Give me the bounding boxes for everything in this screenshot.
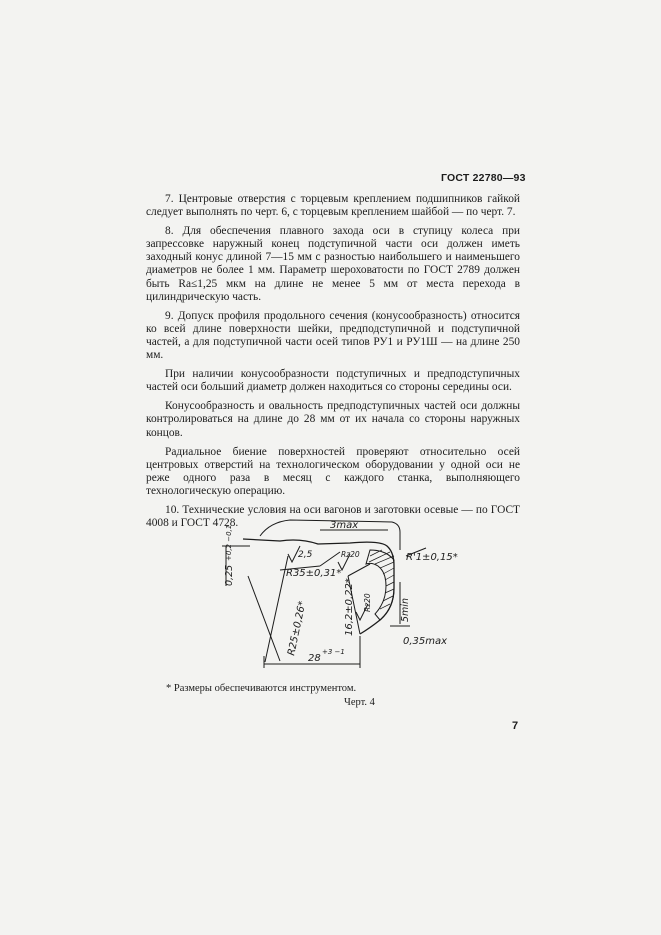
dim-r25: R25±0,26* [286,600,309,657]
figure-caption: Черт. 4 [344,697,375,708]
dim-5min: 5min [400,598,411,622]
dim-162: 16,2±0,22* [344,578,355,636]
dim-025: 0,25 [224,564,235,586]
dim-rz20-top: Rz20 [341,550,360,559]
paragraph-9-conicity: При наличии конусообразности подступичных и предподступичных частей оси больший диаметр должен находиться со стороны середины оси. [146,368,520,394]
dim-28: 28 [308,653,321,664]
body-text [146,193,520,536]
paragraph-10: 10. Технические условия на оси вагонов и заготовки осевые — по ГОСТ 4008 и ГОСТ 4728. [146,503,520,530]
paragraph-7: 7. Центровые отверстия с торцевым креплением подшипников гайкой следует выполнять по черт. 6, с торцевым креплением шайбой — по черт. 7. [146,193,520,219]
dim-rz20-side: Rz20 [363,593,372,612]
dim-025-tol: +0,2 −0,1 [225,524,233,561]
leader-r25 [248,576,280,661]
standard-code-header: ГОСТ 22780—93 [441,172,526,184]
footnote: * Размеры обеспечиваются инструментом. [166,683,357,694]
dim-r1: R'1±0,15* [406,552,458,563]
technical-drawing [210,516,470,676]
axle-contour [243,539,394,634]
dim-25: 2,5 [298,550,313,560]
dim-3max: 3max [330,520,359,531]
paragraph-8: 8. Для обеспечения плавного захода оси в ступицу колеса при запрессовке наружный конец подступичной части оси должен иметь заходный конус длиной 7—15 мм с разностью наибольшего и наименьшего диаметров не более 1 мм. Параметр шероховатости по ГОСТ 2789 должен быть Ra≤1,25 мкм на длине не менее 5 мм от места перехода в цилиндрическую часть. [146,225,520,303]
paragraph-9-runout: Радиальное биение поверхностей проверяют относительно осей центровых отверстий на технологическом оборудовании у одной оси не реже одного раза в месяц с каждого станка, выполняющего технологическую операцию. [146,445,520,497]
dim-035max: 0,35max [403,636,448,647]
page-number: 7 [512,720,519,732]
paragraph-9-control: Конусообразность и овальность предподступичных частей оси должны контролироваться на длине до 28 мм от их начала со стороны наружных концов. [146,400,520,439]
paragraph-9: 9. Допуск профиля продольного сечения (конусообразность) относится ко всей длине поверхности шейки, предподступичной и подступичной частей, а для подступичной части осей типов РУ1 и РУ1Ш — на длине 250 мм. [146,309,520,362]
dim-28-tol: +3 −1 [322,648,345,656]
dim-r35: R35±0,31* [286,568,342,579]
